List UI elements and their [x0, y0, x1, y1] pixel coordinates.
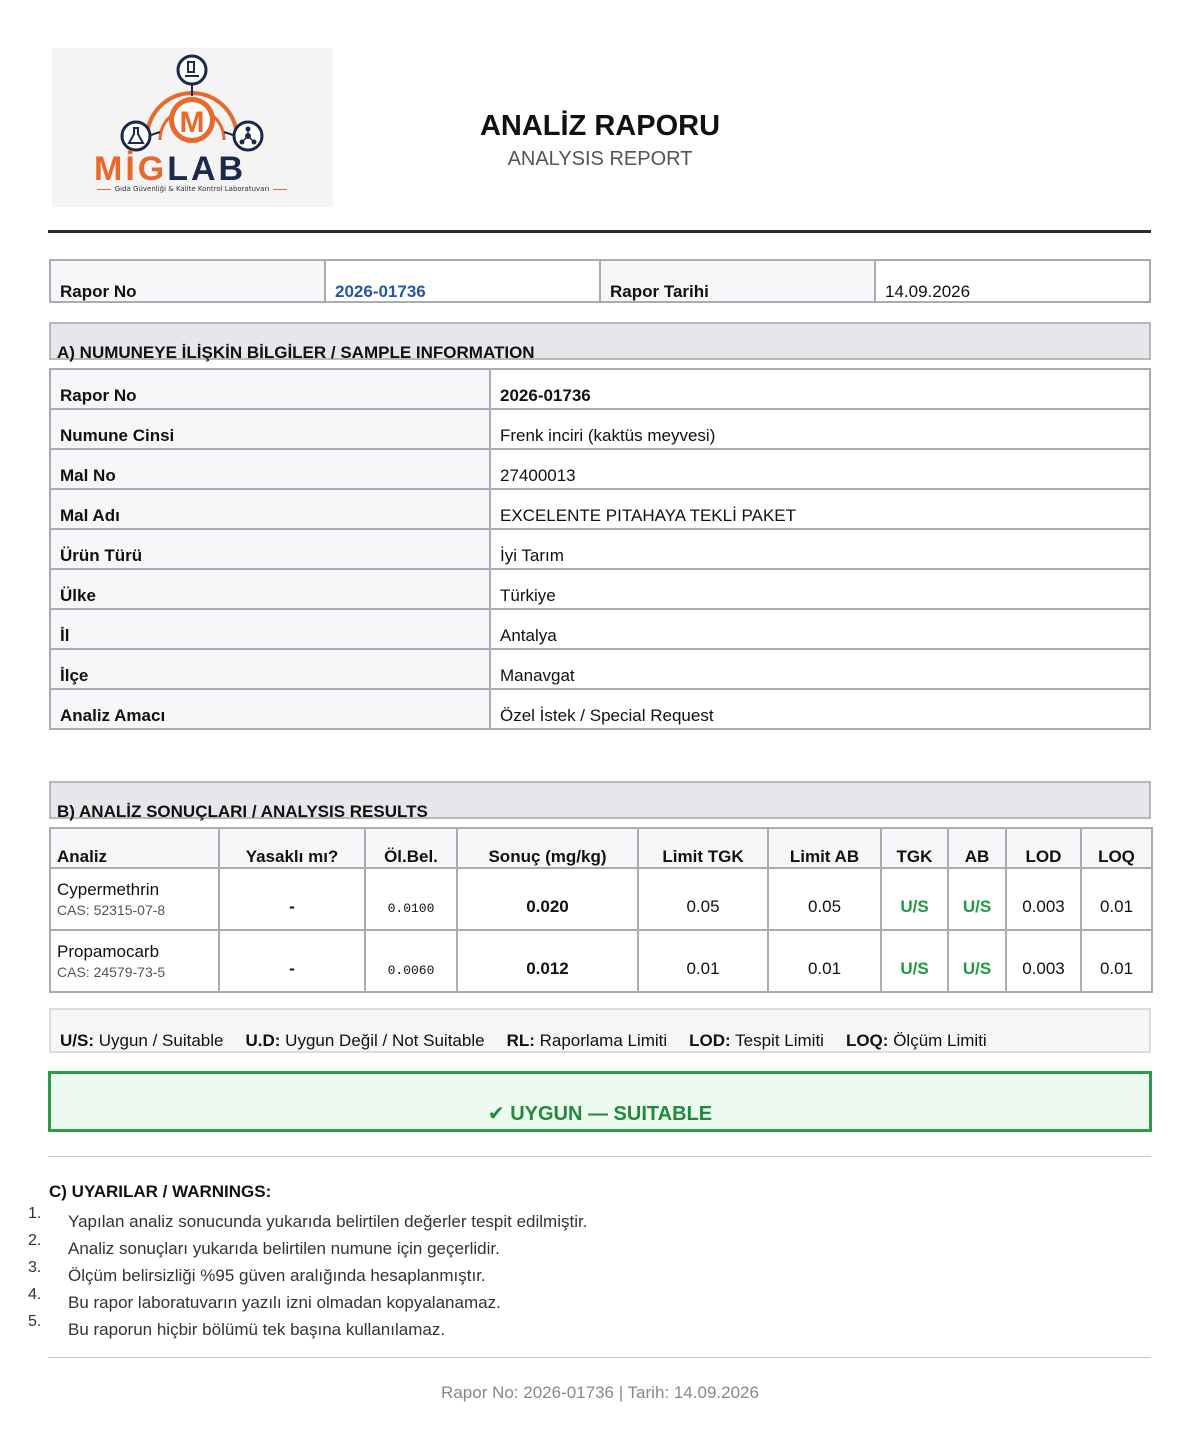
- analyte-cell: [50, 868, 219, 930]
- limit-ab-cell-value: 0.01: [807, 958, 842, 978]
- analyte-cell: [50, 930, 219, 992]
- loq-cell-value: 0.01: [1099, 958, 1134, 978]
- legend-abbr: RL:: [506, 1031, 535, 1050]
- column-header: Yasaklı mı?: [219, 828, 365, 868]
- sample-key: Mal No: [50, 449, 490, 489]
- result-cell-value: 0.012: [526, 958, 569, 978]
- results-table: [49, 827, 1153, 993]
- limit-ab-cell: [768, 930, 881, 992]
- uncertainty-cell-value: 0.0060: [387, 962, 435, 978]
- sample-info-table: [49, 368, 1151, 730]
- logo-wordmark: MİGLAB: [94, 150, 247, 188]
- sample-key: İlçe: [50, 649, 490, 689]
- divider: [48, 1156, 1151, 1157]
- limit-tgk-cell: [638, 930, 768, 992]
- warning-number: 5.: [28, 1313, 42, 1330]
- report-meta-row: [49, 259, 1151, 303]
- sample-key: İl: [50, 609, 490, 649]
- uncertainty-cell-value: 0.0100: [387, 900, 435, 916]
- ab-status-cell-value: U/S: [962, 896, 992, 916]
- warning-text: Yapılan analiz sonucunda yukarıda belirtilen değerler tespit edilmiştir.: [68, 1212, 588, 1231]
- result-cell: [457, 868, 638, 930]
- banned-cell-value: -: [289, 958, 295, 978]
- warning-number: 1.: [28, 1205, 42, 1222]
- warning-number: 2.: [28, 1232, 42, 1249]
- warning-number: 3.: [28, 1259, 42, 1276]
- warnings-title: C) UYARILAR / WARNINGS:: [49, 1182, 272, 1201]
- legend-item: [689, 1031, 824, 1050]
- sample-row: [50, 609, 1150, 649]
- result-cell: [457, 930, 638, 992]
- legend-text: Uygun Değil / Not Suitable: [285, 1031, 485, 1050]
- report-no-label: Rapor No: [51, 261, 326, 301]
- column-header: Öl.Bel.: [365, 828, 457, 868]
- sample-value: Türkiye: [490, 569, 1150, 609]
- sample-key: Mal Adı: [50, 489, 490, 529]
- tgk-status-cell: [881, 930, 948, 992]
- legend-text: Ölçüm Limiti: [893, 1031, 987, 1050]
- section-b-header: B) ANALİZ SONUÇLARI / ANALYSIS RESULTS: [49, 781, 1151, 819]
- logo-tagline: Gıda Güvenliği & Kalite Kontrol Laboratuvarı: [82, 185, 302, 193]
- sample-row: [50, 569, 1150, 609]
- sample-key: Numune Cinsi: [50, 409, 490, 449]
- legend-item: [846, 1031, 987, 1050]
- limit-tgk-cell-value: 0.01: [686, 958, 720, 978]
- report-date-label: Rapor Tarihi: [601, 261, 876, 301]
- lod-cell-value: 0.003: [1022, 896, 1065, 916]
- legend-item: [507, 1031, 668, 1050]
- warning-text: Analiz sonuçları yukarıda belirtilen numune için geçerlidir.: [68, 1239, 500, 1258]
- analyte-name: Cypermethrin: [57, 880, 160, 899]
- svg-text:M: M: [179, 106, 205, 139]
- column-header: LOQ: [1081, 828, 1152, 868]
- legend-item: [60, 1031, 223, 1050]
- analyte-cas: CAS: 52315-07-8: [57, 902, 166, 918]
- sample-row: [50, 649, 1150, 689]
- lod-cell-value: 0.003: [1022, 958, 1065, 978]
- column-header: AB: [948, 828, 1006, 868]
- verdict-banner: ✔ UYGUN — SUITABLE: [48, 1071, 1152, 1132]
- loq-cell-value: 0.01: [1099, 896, 1134, 916]
- legend-text: Tespit Limiti: [735, 1031, 824, 1050]
- column-header: Sonuç (mg/kg): [457, 828, 638, 868]
- analyte-name: Propamocarb: [57, 942, 160, 961]
- sample-value: EXCELENTE PITAHAYA TEKLİ PAKET: [490, 489, 1150, 529]
- sample-value: 2026-01736: [490, 369, 1150, 409]
- tgk-status-cell-value: U/S: [900, 958, 929, 978]
- column-header: LOD: [1006, 828, 1081, 868]
- sample-row: [50, 689, 1150, 729]
- column-header: TGK: [881, 828, 948, 868]
- sample-value: Frenk inciri (kaktüs meyvesi): [490, 409, 1150, 449]
- report-date-value: 14.09.2026: [885, 282, 971, 301]
- sample-value: Özel İstek / Special Request: [490, 689, 1150, 729]
- tgk-status-cell: [881, 868, 948, 930]
- company-logo: [52, 48, 333, 207]
- header-divider: [48, 230, 1151, 233]
- tgk-status-cell-value: U/S: [900, 896, 929, 916]
- column-header: Limit AB: [768, 828, 881, 868]
- sample-key: Analiz Amacı: [50, 689, 490, 729]
- banned-cell: [219, 930, 365, 992]
- legend-abbr: LOD:: [689, 1031, 731, 1050]
- limit-tgk-cell-value: 0.05: [686, 896, 720, 916]
- legend-item: [245, 1031, 484, 1050]
- legend-abbr: LOQ:: [845, 1031, 889, 1050]
- warning-text: Ölçüm belirsizliği %95 güven aralığında hesaplanmıştır.: [68, 1266, 486, 1285]
- table-row: [50, 930, 1152, 992]
- sample-value: Manavgat: [490, 649, 1150, 689]
- uncertainty-cell: [365, 868, 457, 930]
- legend-abbr: U.D:: [245, 1031, 281, 1050]
- ab-status-cell: [948, 868, 1006, 930]
- limit-ab-cell-value: 0.05: [807, 896, 842, 916]
- sample-value: İyi Tarım: [490, 529, 1150, 569]
- banned-cell: [219, 868, 365, 930]
- loq-cell: [1081, 930, 1152, 992]
- legend-text: Uygun / Suitable: [98, 1031, 224, 1050]
- ab-status-cell-value: U/S: [962, 958, 992, 978]
- page-subtitle: ANALYSIS REPORT: [507, 148, 693, 170]
- ab-status-cell: [948, 930, 1006, 992]
- analyte-cas: CAS: 24579-73-5: [57, 964, 166, 980]
- legend-text: Raporlama Limiti: [539, 1031, 668, 1050]
- sample-value: Antalya: [490, 609, 1150, 649]
- sample-key: Ülke: [50, 569, 490, 609]
- abbreviation-legend: [49, 1008, 1151, 1053]
- sample-row: [50, 409, 1150, 449]
- table-row: [50, 868, 1152, 930]
- sample-key: Rapor No: [50, 369, 490, 409]
- column-header: Analiz: [50, 828, 219, 868]
- warning-text: Bu raporun hiçbir bölümü tek başına kullanılamaz.: [68, 1320, 446, 1339]
- sample-row: [50, 449, 1150, 489]
- page-title: ANALİZ RAPORU: [479, 110, 721, 142]
- lod-cell: [1006, 868, 1081, 930]
- report-no-value: 2026-01736: [326, 261, 601, 301]
- lod-cell: [1006, 930, 1081, 992]
- limit-ab-cell: [768, 868, 881, 930]
- banned-cell-value: -: [289, 896, 295, 916]
- sample-row: [50, 489, 1150, 529]
- sample-key: Ürün Türü: [50, 529, 490, 569]
- warning-number: 4.: [28, 1286, 42, 1303]
- limit-tgk-cell: [638, 868, 768, 930]
- column-header: Limit TGK: [638, 828, 768, 868]
- page-footer: Rapor No: 2026-01736 | Tarih: 14.09.2026: [441, 1383, 759, 1402]
- loq-cell: [1081, 868, 1152, 930]
- section-a-header: A) NUMUNEYE İLİŞKİN BİLGİLER / SAMPLE INFORMATION: [49, 322, 1151, 360]
- sample-value: 27400013: [490, 449, 1150, 489]
- sample-row: [50, 369, 1150, 409]
- legend-abbr: U/S:: [60, 1031, 94, 1050]
- divider: [48, 1357, 1151, 1358]
- sample-row: [50, 529, 1150, 569]
- uncertainty-cell: [365, 930, 457, 992]
- result-cell-value: 0.020: [526, 896, 569, 916]
- warning-text: Bu rapor laboratuvarın yazılı izni olmadan kopyalanamaz.: [68, 1293, 501, 1312]
